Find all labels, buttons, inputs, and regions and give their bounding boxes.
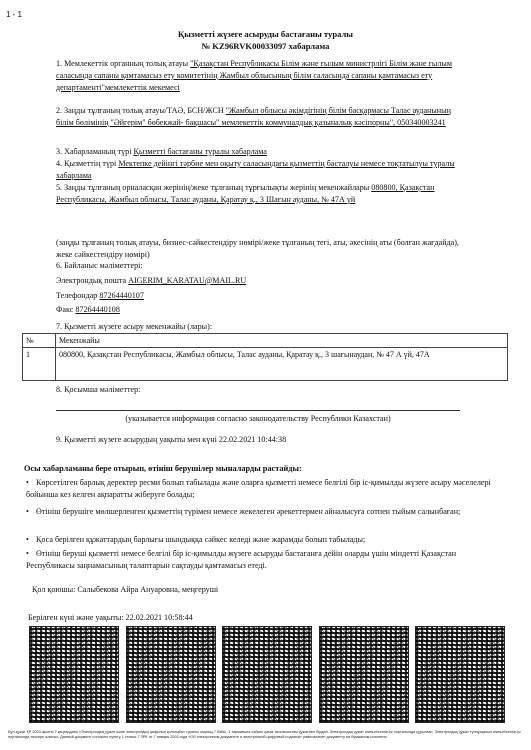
table-row <box>23 348 508 381</box>
footer-disclaimer: Бұл құжат ҚР 2003 жылғы 7 қаңтардағы «Электрондық құжат және электрондық цифрлық қолтаңба» туралы заңның 7 бабы, 1 тармағына сәйкес қағаз тасығыштағы құжатпен бірдей. Электрондық құжат www.elicense.kz порталында құрылған. Электрондық құжат түпнұсқасын www.elicense.kz порталында тексере аласыз. Данный документ согласно пункту 1 статьи 7 ЗРК от 7 января 2003 года «Об электронном документе и электронной цифровой подписи» равнозначен документу на бумажном носителе. <box>8 730 521 739</box>
signer-value: Салыбекова Айра Ануаровна, меңгеруші <box>77 585 219 594</box>
section-9-label: 9. Қызметті жүзеге асырудың уақыты мен күні <box>56 435 217 444</box>
section-8-label: 8. Қосымша мәліметтер: <box>56 385 141 394</box>
phone-value: 87264440107 <box>99 290 144 300</box>
title-line-2: № KZ96RVK00033097 хабарлама <box>201 41 330 51</box>
table-cell-number: 1 <box>23 348 56 381</box>
section-2-label: 2. Заңды тұлғаның толық атауы/ТАӘ, БСН/ЖСН <box>56 106 224 115</box>
qr-code-icon <box>30 627 118 722</box>
email-link[interactable]: AIGERIM_KARATAU@MAIL.RU <box>128 275 247 285</box>
page-number: 1 - 1 <box>6 10 23 19</box>
issued-label: Берілген күні және уақыты: <box>28 613 124 622</box>
phone-label: Телефондар <box>56 290 98 300</box>
section-3 <box>56 146 468 158</box>
section-5-label: 5. Заңды тұлғаның орналасқан жерінің/жеке тұлғаның тұрғылықты жерінің мекенжайлары <box>56 183 370 192</box>
signer-label: Қол қоюшы: <box>32 585 76 594</box>
section-5-note: (заңды тұлғаның толық атауы, бизнес-сәйкестендіру нөмірі/жеке тұлғаның тегі, аты, әкесінің аты (болған жағдайда), жеке сәйкестендіру нөмірі) <box>56 238 459 259</box>
bullet-icon: • <box>26 549 29 558</box>
signer <box>32 584 444 596</box>
section-1-label: 1. Мемлекеттік органның толық атауы <box>56 59 189 68</box>
table-header-row <box>23 334 508 348</box>
qr-code-icon <box>416 627 504 722</box>
bullet-item: • Көрсетілген барлық деректер ресми болып табылады және оларға қызметті немесе белгілі бір іс-қимылды жүзеге асыру мәселелері бойынша кез келген ақпаратты жіберуге болады; <box>26 478 491 499</box>
section-4 <box>56 158 468 182</box>
qr-codes <box>30 627 504 722</box>
section-6-label: 6. Байланыс мәліметтері: <box>56 261 143 270</box>
qr-code-icon <box>127 627 215 722</box>
table-header-number: № <box>23 334 56 348</box>
qr-code-icon <box>320 627 408 722</box>
section-2 <box>56 105 468 129</box>
section-3-value: Қызметті бастағаны туралы хабарлама <box>133 147 267 156</box>
bullet-icon: • <box>26 478 29 487</box>
section-6 <box>56 260 468 316</box>
section-8-line <box>56 410 460 411</box>
section-1 <box>56 58 468 93</box>
section-5 <box>56 182 468 206</box>
title-line-1: Қызметті жүзеге асыруды бастағаны туралы <box>177 29 354 39</box>
section-9 <box>56 434 468 446</box>
address-table <box>22 333 508 381</box>
issued <box>28 612 440 624</box>
section-4-value: Мектепке дейінгі тәрбие мен оқыту саласындағы қызметтің басталуы немесе тоқтатылуы туралы хабарлама <box>56 159 455 180</box>
bullet-icon: • <box>26 507 29 516</box>
document-title <box>0 28 531 52</box>
section-8-note: (указывается информация согласно законодательству Республики Казахстан) <box>125 414 391 423</box>
confirmation-heading: Осы хабарламаны бере отырып, өтініш берушілер мыналарды растайды: <box>24 464 302 473</box>
bullet-item: • Қоса берілген құжаттардың барлығы шындыққа сәйкес келеді және жарамды болып табылады; <box>26 535 366 544</box>
table-cell-address: 080800, Қазақстан Республикасы, Жамбыл облысы, Талас ауданы, Қаратау қ., 3 шағынаудан, № 47 А үй, 47А <box>56 348 508 381</box>
bullet-icon: • <box>26 535 29 544</box>
fax-label: Факс <box>56 305 74 315</box>
section-1-value: "Қазақстан Республикасы Білім және ғылым министрлігі Білім және ғылым саласында сапаны қамтамасыз ету комитетінің Жамбыл облысының білім саласында сапаны қамтамасыз ету департаменті"мемлекеттік мекемесі <box>56 59 452 92</box>
section-4-label: 4. Қызметтің түрі <box>56 159 117 168</box>
bullet-item: • Өтініш беруші қызметті немесе белгілі бір іс-қимылды жүзеге асыруды бастағанға дейін оларды үшін міндетті Қазақстан Республикасы заңнамасының талаптарын сақтауды қамтамасыз етеді. <box>26 549 457 570</box>
section-3-label: 3. Хабарламаның түрі <box>56 147 132 156</box>
section-7-label: 7. Қызметті жүзеге асыру мекенжайы (лары): <box>56 322 213 331</box>
issued-value: 22.02.2021 10:58:44 <box>125 613 193 622</box>
section-9-value: 22.02.2021 10:44:38 <box>218 435 287 444</box>
section-2-value: "Жамбыл облысы әкімдігінің білім басқармасы Талас ауданының білім бөлімінің "Әйгерім" бөбекжай- бақшасы" мемлекеттік коммуналдық қазыналық кәсіпорны", 050340003241 <box>56 106 451 127</box>
bullet-item: • Өтініш берушіге мөлшерленген қызметтің түрімен немесе жекелеген әрекеттермен айналысуға сотпен тыйым салынбаған; <box>26 507 461 516</box>
fax-value: 87264440108 <box>75 305 120 315</box>
table-header-address: Мекенжайы <box>56 334 508 348</box>
section-5-value: 080800, Қазақстан Республикасы, Жамбыл облысы, Талас ауданы, Қаратау қ., 3 Шағын ауданы, № 47А үй <box>56 183 435 204</box>
qr-code-icon <box>223 627 311 722</box>
email-label: Электрондық пошта <box>56 275 127 285</box>
